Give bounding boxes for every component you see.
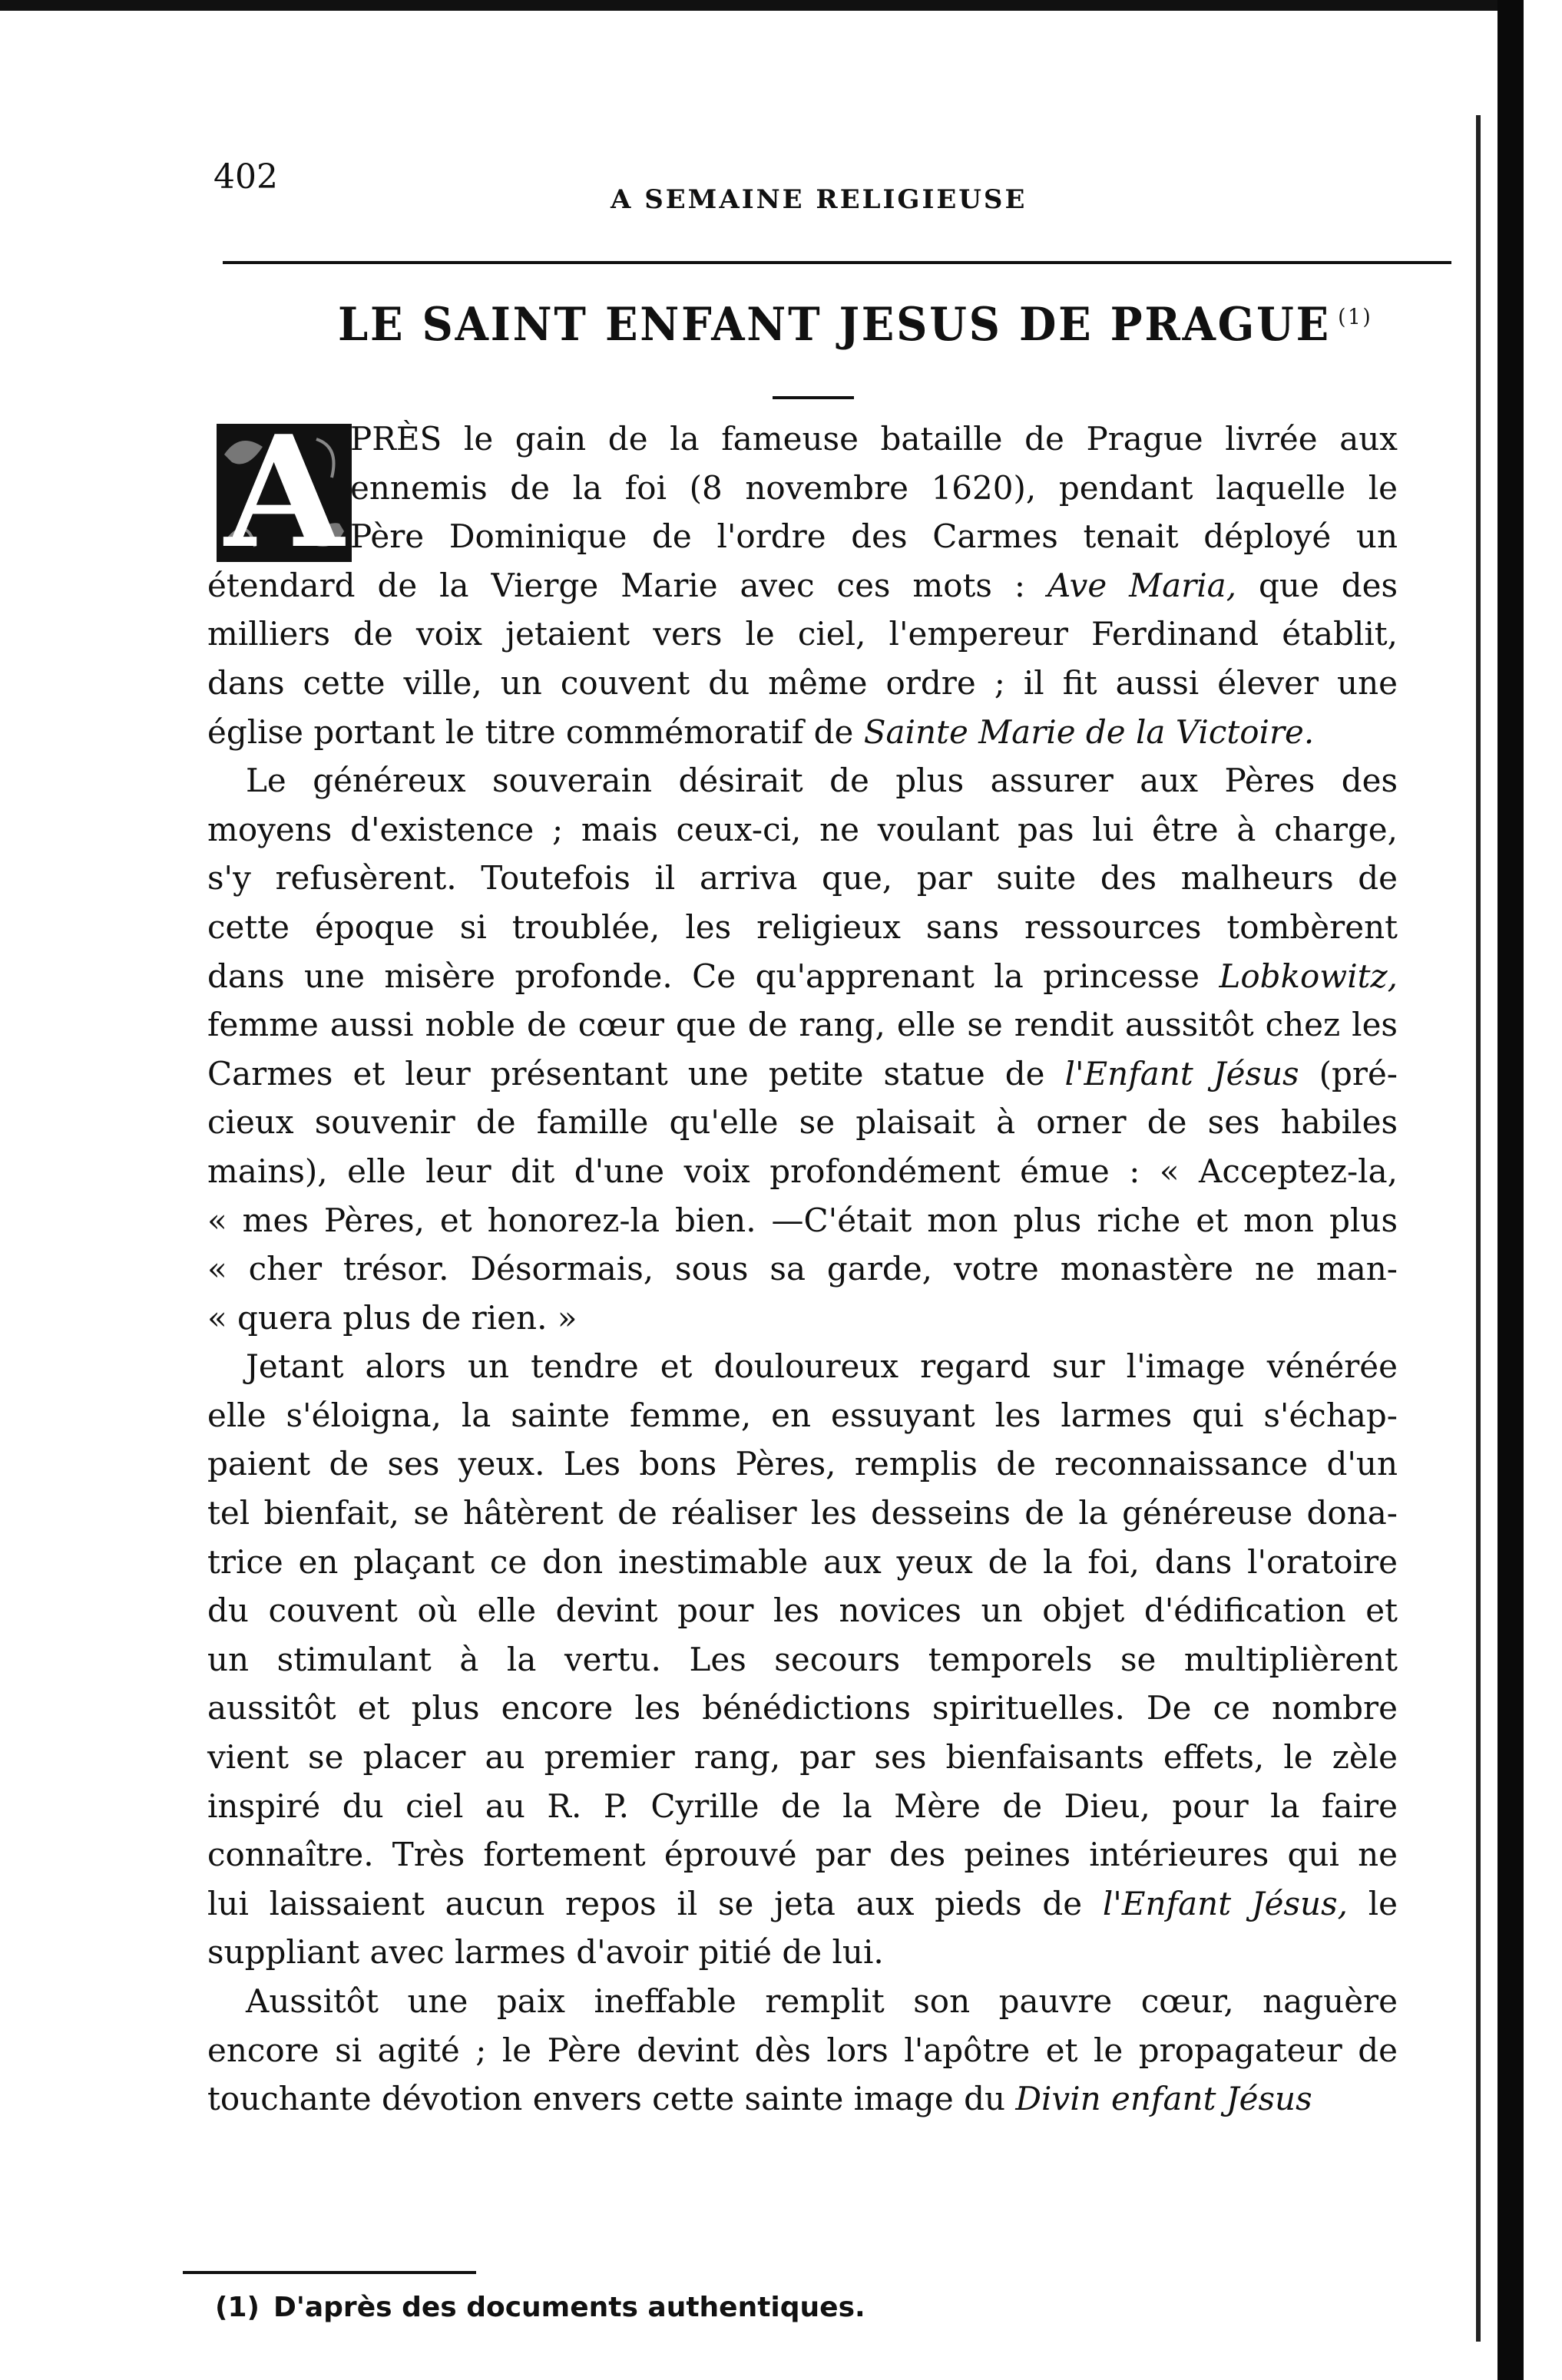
line-text: un stimulant à la vertu. Les secours temporels se multiplièrent (207, 1640, 1398, 1678)
footnote-marker: (1) (215, 2292, 260, 2323)
italic-text: Divin enfant Jésus (1015, 2080, 1312, 2118)
line-text: inspiré du ciel au R. P. Cyrille de la Mère de Dieu, pour la faire (207, 1787, 1398, 1825)
text-line (207, 1733, 1398, 1782)
article-body (207, 402, 1398, 2124)
line-text: paient de ses yeux. Les bons Pères, remplis de reconnaissance d'un (207, 1445, 1398, 1483)
text-line (207, 1684, 1398, 1733)
line-text: Père Dominique de l'ordre des Carmes tenait déployé un (350, 517, 1398, 556)
line-text: mains), elle leur dit d'une voix profondément émue : « Acceptez-la, (207, 1152, 1398, 1190)
line-text: connaître. Très fortement éprouvé par des peines intérieures qui ne (207, 1836, 1398, 1874)
page-number: 402 (213, 157, 278, 197)
line-text: que des (1236, 566, 1398, 604)
text-line (207, 1879, 1398, 1929)
line-text: milliers de voix jetaient vers le ciel, l'empereur Ferdinand établit, (207, 615, 1398, 653)
line-text: « cher trésor. Désormais, sous sa garde, votre monastère ne man- (207, 1250, 1398, 1288)
text-line (207, 952, 1398, 1001)
text-line (207, 854, 1398, 903)
line-text: ennemis de la foi (8 novembre 1620), pendant laquelle le (350, 468, 1398, 507)
text-line (207, 1782, 1398, 1831)
line-text: cette époque si troublée, les religieux sans ressources tombèrent (207, 907, 1398, 946)
text-line (207, 1391, 1398, 1440)
text-line (207, 1928, 1398, 1977)
line-text: église portant le titre commémoratif de (207, 712, 864, 751)
text-line (207, 1050, 1398, 1099)
drop-cap-letter: A (224, 402, 344, 583)
text-line (207, 1586, 1398, 1635)
italic-text: Sainte Marie de la Victoire. (863, 712, 1315, 751)
line-text: dans une misère profonde. Ce qu'apprenant la princesse (207, 957, 1219, 995)
line-text: Le généreux souverain désirait de plus assurer aux Pères des (246, 762, 1398, 800)
line-text: Aussitôt une paix ineffable remplit son pauvre cœur, naguère (246, 1982, 1398, 2020)
text-line (207, 756, 1398, 805)
footnote-rule (183, 2271, 476, 2274)
line-text: encore si agité ; le Père devint dès lors l'apôtre et le propagateur de (207, 2031, 1398, 2069)
text-line (207, 561, 1398, 610)
text-line (207, 2074, 1398, 2124)
header-rule (223, 261, 1451, 264)
italic-text: l'Enfant Jésus (1064, 1054, 1299, 1092)
line-text: « mes Pères, et honorez-la bien. —C'était mon plus riche et mon plus (207, 1201, 1398, 1239)
line-text: « quera plus de rien. » (207, 1298, 577, 1337)
page-edge-line (1476, 115, 1481, 2342)
text-line (207, 1147, 1398, 1196)
line-text: suppliant avec larmes d'avoir pitié de lui. (207, 1933, 884, 1972)
text-line (207, 1635, 1398, 1684)
text-line (207, 1538, 1398, 1587)
text-line (207, 1196, 1398, 1245)
line-text: trice en plaçant ce don inestimable aux yeux de la foi, dans l'oratoire (207, 1542, 1398, 1581)
text-line (207, 415, 1398, 464)
line-text: s'y refusèrent. Toutefois il arriva que, par suite des malheurs de (207, 859, 1398, 897)
text-line (207, 464, 1398, 513)
line-text: Carmes et leur présentant une petite statue de (207, 1054, 1065, 1092)
line-text: moyens d'existence ; mais ceux-ci, ne voulant pas lui être à charge, (207, 810, 1398, 848)
line-text: étendard de la Vierge Marie avec ces mots : (207, 566, 1047, 604)
line-text: elle s'éloigna, la sainte femme, en essuyant les larmes qui s'échap- (207, 1396, 1398, 1434)
footnote-text: D'après des documents authentiques. (273, 2292, 865, 2323)
text-line (207, 708, 1398, 757)
article-title (338, 298, 1372, 352)
line-text: vient se placer au premier rang, par ses bienfaisants effets, le zèle (207, 1738, 1398, 1777)
title-footnote-marker: (1) (1338, 304, 1373, 329)
text-line (207, 512, 1398, 561)
italic-text: Ave Maria, (1047, 566, 1237, 604)
line-text: Jetant alors un tendre et douloureux regard sur l'image vénérée (246, 1347, 1398, 1386)
line-text: lui laissaient aucun repos il se jeta aux pieds de (207, 1884, 1103, 1922)
line-text: dans cette ville, un couvent du même ordre ; il fit aussi élever une (207, 663, 1398, 702)
text-line (207, 2026, 1398, 2075)
text-line (207, 1294, 1398, 1343)
text-line (207, 1440, 1398, 1489)
page-top-border (0, 0, 1505, 11)
text-line (207, 1830, 1398, 1879)
line-text: (pré- (1299, 1054, 1398, 1092)
text-line (207, 903, 1398, 952)
scan-edge-shadow (1497, 0, 1524, 2380)
text-line (207, 659, 1398, 708)
italic-text: l'Enfant Jésus, (1102, 1884, 1348, 1922)
line-text: femme aussi noble de cœur que de rang, elle se rendit aussitôt chez les (207, 1006, 1398, 1044)
title-rule (773, 396, 854, 399)
text-line (207, 1098, 1398, 1147)
text-line (207, 1977, 1398, 2026)
italic-text: Lobkowitz, (1219, 957, 1398, 995)
article-title-text: LE SAINT ENFANT JESUS DE PRAGUE (338, 298, 1331, 352)
line-text: tel bienfait, se hâtèrent de réaliser les desseins de la généreuse dona- (207, 1494, 1398, 1532)
text-line (207, 805, 1398, 854)
text-line (207, 1342, 1398, 1391)
line-text: cieux souvenir de famille qu'elle se plaisait à orner de ses habiles (207, 1103, 1398, 1142)
line-text: PRÈS le gain de la fameuse bataille de Prague livrée aux (350, 420, 1398, 458)
text-line (207, 1000, 1398, 1050)
text-line (207, 610, 1398, 659)
text-line (207, 1245, 1398, 1294)
text-line (207, 1489, 1398, 1538)
line-text: aussitôt et plus encore les bénédictions spirituelles. De ce nombre (207, 1689, 1398, 1727)
footnote (215, 2292, 865, 2323)
line-text: le (1348, 1884, 1398, 1922)
running-head: A SEMAINE RELIGIEUSE (611, 184, 1028, 215)
line-text: du couvent où elle devint pour les novices un objet d'édification et (207, 1592, 1398, 1630)
line-text: touchante dévotion envers cette sainte image du (207, 2080, 1016, 2118)
